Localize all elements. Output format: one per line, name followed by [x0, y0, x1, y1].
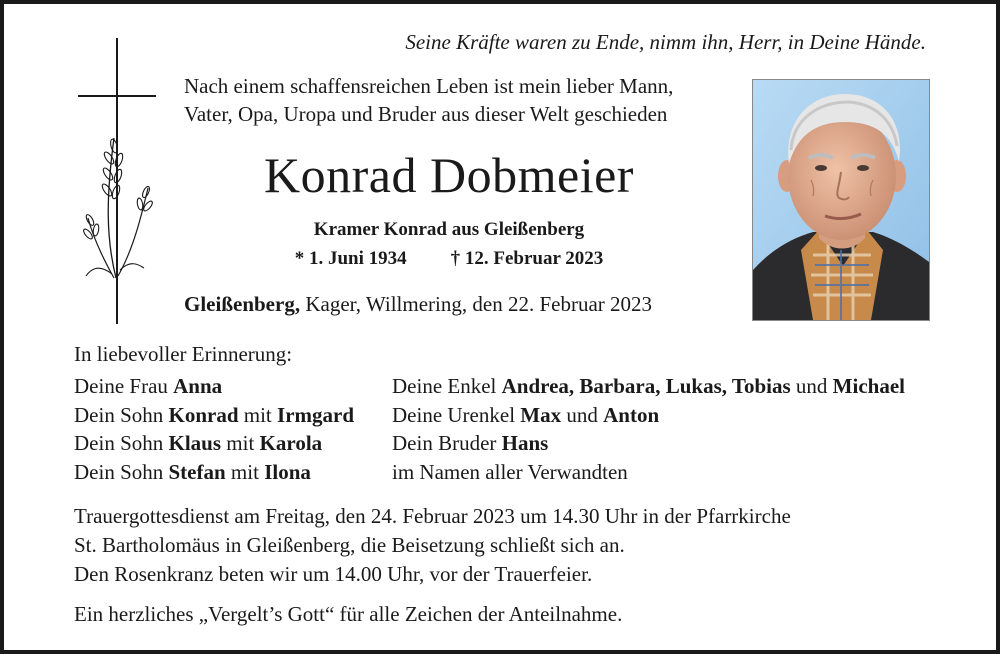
place-bold: Gleißenberg,	[184, 292, 301, 316]
mourners-left-list	[74, 372, 354, 486]
service-line-2: St. Bartholomäus in Gleißenberg, die Beisetzung schließt sich an.	[74, 533, 625, 557]
mourner-line: Dein Bruder Hans	[392, 431, 549, 455]
portrait-photo	[752, 79, 930, 321]
mourner-line: im Namen aller Verwandten	[392, 459, 628, 484]
deceased-nickname: Kramer Konrad aus Gleißenberg	[313, 219, 585, 240]
mourner-line: Deine Urenkel Max und Anton	[392, 402, 660, 427]
thanks-line: Ein herzliches „Vergelt’s Gott“ für alle Zeichen der Anteilnahme.	[74, 602, 623, 626]
cross-with-wheat-icon	[76, 38, 158, 324]
intro-line-2: Vater, Opa, Uropa und Bruder aus dieser Welt geschieden	[184, 102, 668, 126]
birth-date: * 1. Juni 1934	[294, 248, 407, 269]
mourner-line: Dein Sohn Stefan mit Ilona	[74, 459, 311, 484]
service-line-1: Trauergottesdienst am Freitag, den 24. Februar 2023 um 14.30 Uhr in der Pfarrkirche	[74, 504, 791, 528]
intro-line-1: Nach einem schaffensreichen Leben ist mein lieber Mann,	[184, 74, 674, 98]
mourners-right-list	[392, 372, 905, 486]
mourner-line: Deine Enkel Andrea, Barbara, Lukas, Tobias und Michael	[392, 374, 905, 398]
deceased-name: Konrad Dobmeier	[264, 147, 634, 203]
intro-text	[184, 72, 744, 128]
service-line-3: Den Rosenkranz beten wir um 14.00 Uhr, vor der Trauerfeier.	[74, 562, 593, 586]
memory-heading: In liebevoller Erinnerung:	[74, 342, 293, 366]
death-date: † 12. Februar 2023	[450, 248, 604, 269]
place-rest: Kager, Willmering, den 22. Februar 2023	[300, 292, 653, 316]
life-dates	[179, 248, 719, 270]
mourner-line: Deine Frau Anna	[74, 374, 223, 398]
place-and-date	[184, 292, 652, 317]
mourner-line: Dein Sohn Konrad mit Irmgard	[74, 402, 355, 427]
motto-verse: Seine Kräfte waren zu Ende, nimm ihn, Herr, in Deine Hände.	[405, 30, 926, 54]
service-info	[74, 502, 791, 589]
mourner-line: Dein Sohn Klaus mit Karola	[74, 431, 323, 455]
